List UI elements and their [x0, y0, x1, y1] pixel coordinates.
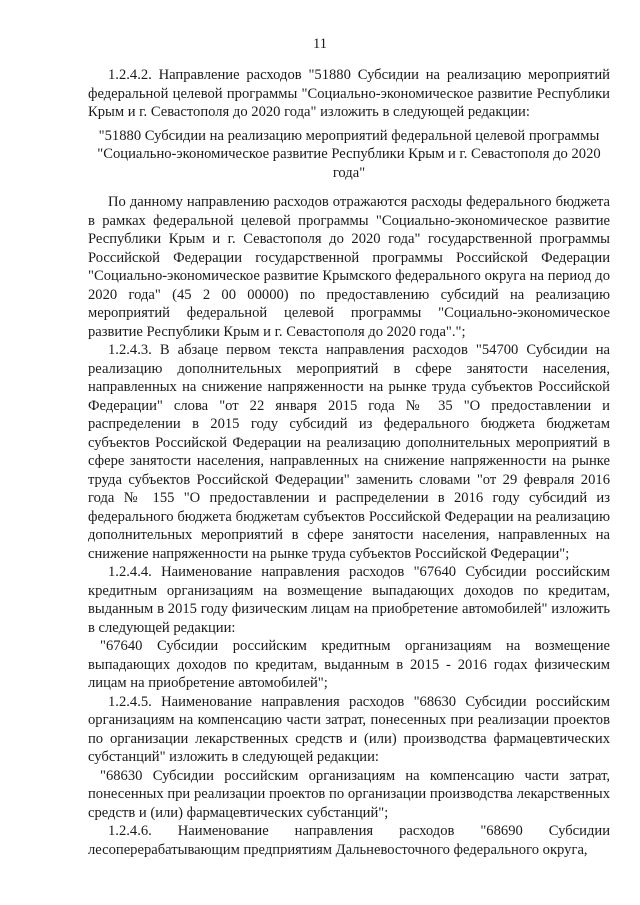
- paragraph-1-2-4-2: 1.2.4.2. Направление расходов "51880 Субсидии на реализацию мероприятий федеральной целевой программы "Социально-экономическое развитие Республики Крым и г. Севастополя до 2020 года" изложить в следующей редакции:: [88, 67, 610, 120]
- quoted-title-51880: "51880 Субсидии на реализацию мероприятий федеральной целевой программы "Социально-экономическое развитие Республики Крым и г. Севастополя до 2020 года": [97, 127, 601, 181]
- page-number: 11: [313, 36, 327, 52]
- paragraph-1-2-4-5: 1.2.4.5. Наименование направления расходов "68630 Субсидии российским организациям на компенсацию части затрат, понесенных при реализации проектов по организации лекарственных средств и (или) производства фармацевтических субстанций" изложить в следующей редакции:: [88, 693, 610, 765]
- paragraph-51880-description: По данному направлению расходов отражаются расходы федерального бюджета в рамках федеральной целевой программы "Социально-экономическое развитие Республики Крым и г. Севастополя до 2020 года" государственной программы Российской Федерации государственной программы Российской Федерации "Социально-экономическое развитие Крымского федерального округа на период до 2020 года" (45 2 00 00000) по предоставлению субсидий на реализацию мероприятий федеральной целевой программы "Социально-экономическое развитие Республики Крым и г. Севастополя до 2020 года".";: [88, 194, 610, 340]
- quoted-title-67640: "67640 Субсидии российским кредитным организациям на возмещение выпадающих доходов по кредитам, выданным в 2015 - 2016 годах физическим лицам на приобретение автомобилей";: [88, 638, 610, 691]
- paragraph-1-2-4-4: 1.2.4.4. Наименование направления расходов "67640 Субсидии российским кредитным организациям на возмещение выпадающих доходов по кредитам, выданным в 2015 году физическим лицам на приобретение автомобилей" изложить в следующей редакции:: [88, 564, 610, 636]
- paragraph-1-2-4-6: 1.2.4.6. Наименование направления расходов "68690 Субсидии лесоперерабатывающим предприятиям Дальневосточного федерального округа,: [88, 823, 610, 858]
- document-body: [88, 66, 610, 859]
- paragraph-1-2-4-3: 1.2.4.3. В абзаце первом текста направления расходов "54700 Субсидии на реализацию дополнительных мероприятий в сфере занятости населения, направленных на снижение напряженности на рынке труда субъектов Российской Федерации" слова "от 22 января 2015 года № 35 "О предоставлении и распределении в 2015 году субсидий из федерального бюджета бюджетам субъектов Российской Федерации на реализацию дополнительных мероприятий в сфере занятости населения, направленных на снижение напряженности на рынке труда субъектов Российской Федерации" заменить словами "от 29 февраля 2016 года № 155 "О предоставлении и распределении в 2016 году субсидий из федерального бюджета бюджетам субъектов Российской Федерации на реализацию дополнительных мероприятий в сфере занятости населения, направленных на снижение напряженности на рынке труда субъектов Российской Федерации";: [88, 342, 610, 562]
- quoted-title-68630: "68630 Субсидии российским организациям на компенсацию части затрат, понесенных при реализации проектов по организации производства лекарственных средств и (или) фармацевтических субстанций";: [88, 767, 610, 821]
